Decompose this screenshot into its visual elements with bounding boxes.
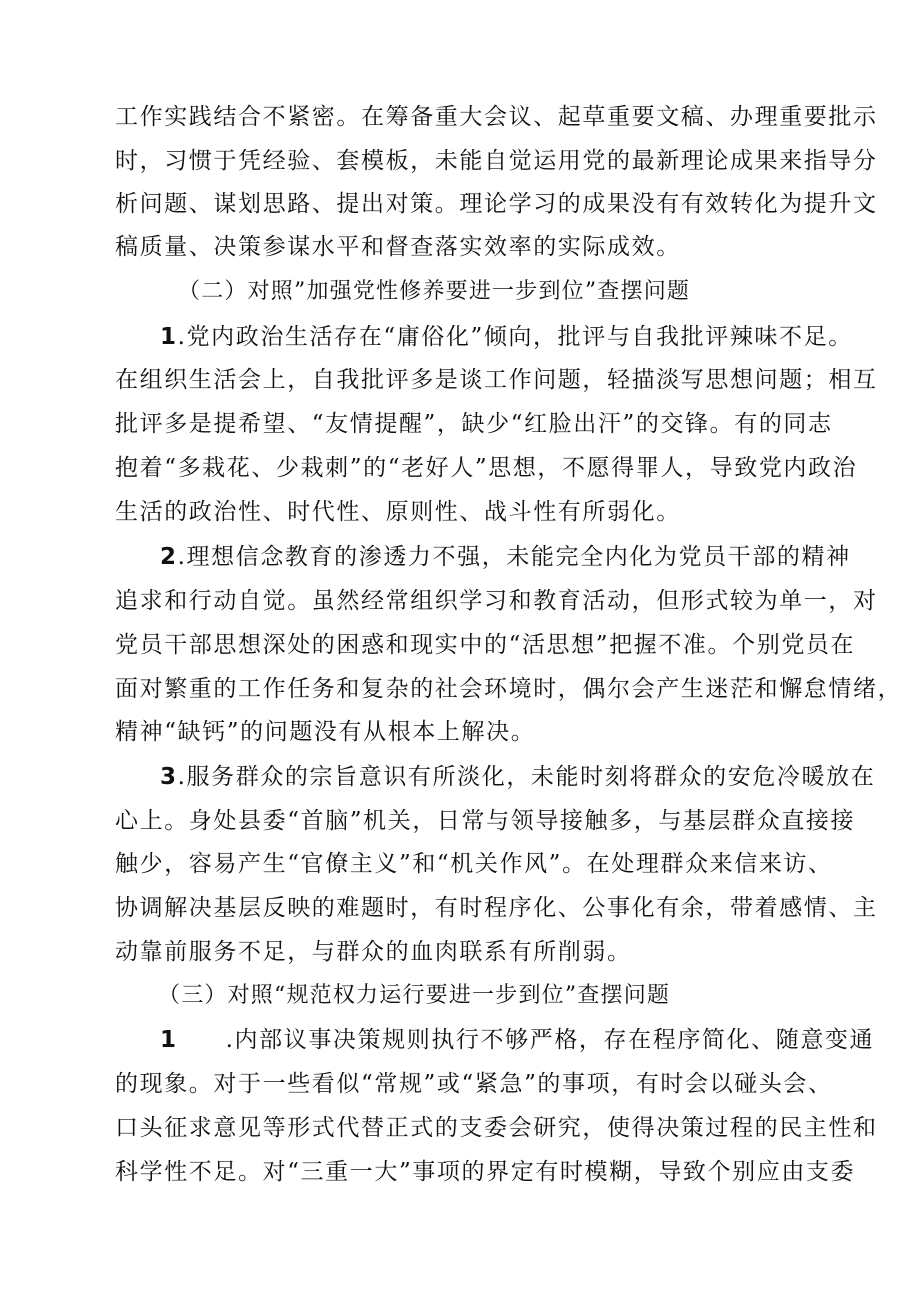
paragraph-line: 生活的政治性、时代性、原则性、战斗性有所弱化。 [115,499,681,525]
list-item-first-line [160,762,880,792]
item-text: .党内政治生活存在“庸俗化”倾向，批评与自我批评辣味不足。 [177,324,853,350]
item-number: 2 [160,544,178,570]
item-text: .理想信念教育的渗透力不强，未能完全内化为党员干部的精神 [177,544,851,570]
paragraph-line: 抱着“多栽花、少栽刺”的“老好人”思想，不愿得罪人，导致党内政治 [115,455,858,481]
item-text: .服务群众的宗旨意识有所淡化，未能时刻将群众的安危冷暖放在 [177,764,876,790]
paragraph-line: 工作实践结合不紧密。在筹备重大会议、起草重要文稿、办理重要批示 [115,104,878,130]
paragraph-line: 心上。身处县委“首脑”机关，日常与领导接触多，与基层群众直接接 [115,808,856,834]
list-item-first-line [160,322,880,352]
paragraph-line: 触少，容易产生“官僚主义”和“机关作风”。在处理群众来信来访、 [115,851,833,877]
section-heading-3: （三）对照“规范权力运行要进一步到位”查摆问题 [158,983,671,1008]
paragraph-line: 的现象。对于一些看似“常规”或“紧急”的事项，有时会以碰头会、 [115,1071,833,1097]
paragraph-line: 科学性不足。对“三重一大”事项的界定有时模糊，导致个别应由支委 [115,1159,856,1185]
paragraph-line: 协调解决基层反映的难题时，有时程序化、公事化有余，带着感情、主 [115,895,878,921]
paragraph-line: 党员干部思想深处的困惑和现实中的“活思想”把握不准。个别党员在 [115,632,856,658]
paragraph-line: 追求和行动自觉。虽然经常组织学习和教育活动，但形式较为单一，对 [115,588,878,614]
paragraph-line: 批评多是提希望、“友情提醒”，缺少“红脸出汗”的交锋。有的同志 [115,411,833,437]
paragraph-line: 精神“缺钙”的问题没有从根本上解决。 [115,719,536,745]
paragraph-line: 析问题、谋划思路、提出对策。理论学习的成果没有有效转化为提升文 [115,191,878,217]
paragraph-line: 口头征求意见等形式代替正式的支委会研究，使得决策过程的民主性和 [115,1115,878,1141]
item-number: 3 [160,764,178,790]
paragraph-line: 面对繁重的工作任务和复杂的社会环境时，偶尔会产生迷茫和懈怠情绪， [115,676,903,702]
item-number: 1 [160,324,178,350]
paragraph-line: 时，习惯于凭经验、套模板，未能自觉运用党的最新理论成果来指导分 [115,148,878,174]
list-item-first-line [160,1025,880,1055]
section-heading-2: （二）对照”加强党性修养要进一步到位”查摆问题 [178,279,691,304]
paragraph-line: 动靠前服务不足，与群众的血肉联系有所削弱。 [115,939,632,965]
paragraph-line: 在组织生活会上，自我批评多是谈工作问题，轻描淡写思想问题；相互 [115,367,878,393]
item-number: 1 [160,1027,178,1053]
list-item-first-line [160,542,880,572]
paragraph-line: 稿质量、决策参谋水平和督查落实效率的实际成效。 [115,234,681,260]
item-text: .内部议事决策规则执行不够严格，存在程序简化、随意变通 [225,1027,875,1053]
